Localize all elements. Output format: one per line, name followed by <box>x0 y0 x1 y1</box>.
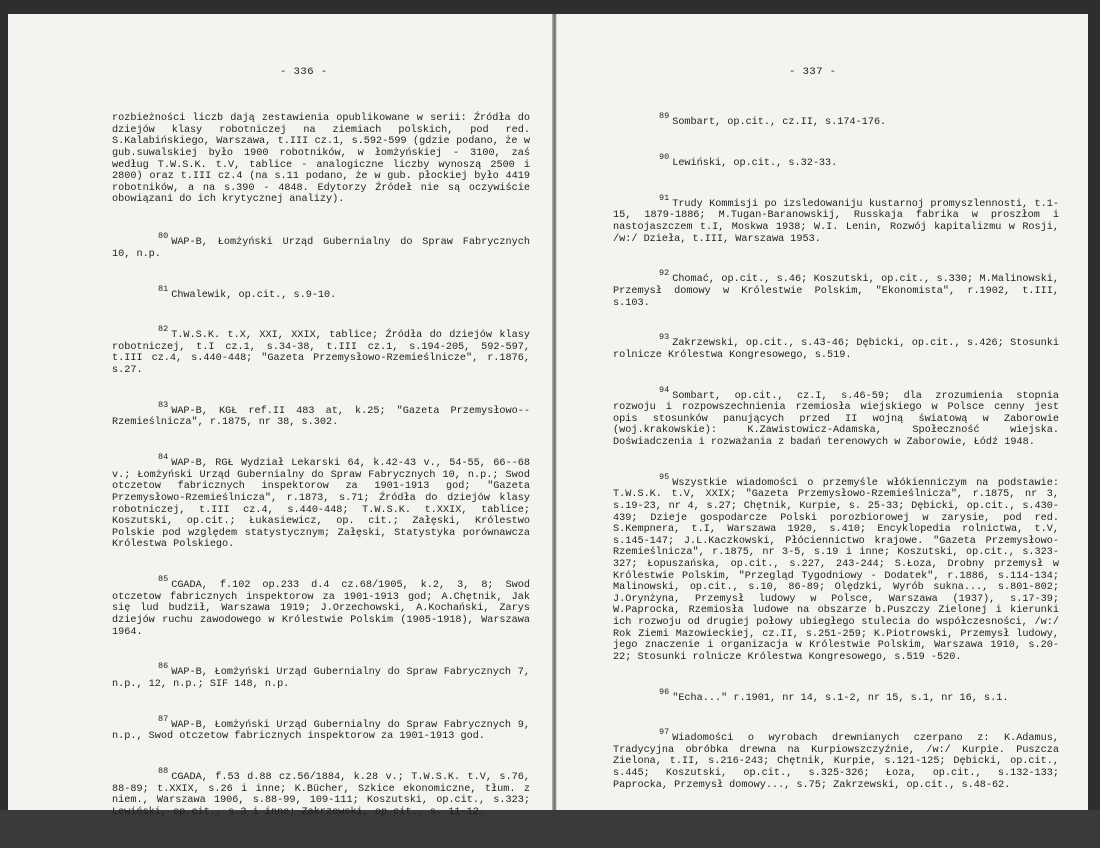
footnote <box>112 766 537 818</box>
footnote-number: 92 <box>659 268 670 279</box>
footnote-text: Trudy Kommisji po izsledowaniju kustarnoj promyszlennosti, t.1-15, 1879-1886; M.Tugan-Baranowskij, Russkaja fabrika w proszłom i nastojaszczem t.I, Moskwa 1938; W.I. Lenin, Rozwój kapitalizmu w Rosji, /w:/ Dzieła, t.III, Warszawa 1953. <box>613 198 1066 245</box>
footnote <box>613 268 1066 309</box>
footnote <box>112 231 537 260</box>
footnote-text: Chwalewik, op.cit., s.9-10. <box>171 289 337 301</box>
footnote-number: 80 <box>158 231 169 242</box>
footnote-number: 97 <box>659 727 670 738</box>
footnote-number: 85 <box>158 574 169 585</box>
footnote-number: 87 <box>158 713 169 724</box>
footnote-number: 89 <box>659 111 670 122</box>
footnote <box>613 111 1059 129</box>
footnote-text: "Echa..." r.1901, nr 14, s.1-2, nr 15, s.1, nr 16, s.1. <box>672 692 1009 704</box>
footnote-text: CGADA, f.102 op.233 d.4 cz.68/1905, k.2, 3, 8; Swod otczetow fabricznych inspektorow za 1901-1913 god; A.Chętnik, Jak się lud budził, Warszawa 1919; J.Orzechowski, A.Kochański, Zarys dziejów ruchu zawodowego w Królestwie Polskim (1905-1918), Warszawa 1964. <box>112 580 537 638</box>
footnote-number: 86 <box>158 661 169 672</box>
footnote-text: CGADA, f.53 d.88 cz.56/1884, k.28 v.; T.W.S.K. t.V, s.76, 88-89; t.XXIX, s.26 i inne; K.Bücher, Szkice ekonomiczne, tłum. z niem., Warszawa 1906, s.88-99, 109-111; Koszutski, op.cit., s.323; Lewiński, op.cit., s.3 i inne; Zakrzewski, op.cit., s. 11-12. <box>112 772 537 818</box>
footnote <box>112 574 537 638</box>
footnote <box>112 324 537 377</box>
left-page-text <box>112 90 537 848</box>
intro-paragraph: rozbieżności liczb dają zestawienia opublikowane w serii: Źródła do dziejów klasy robotniczej na ziemiach polskich, pod red. S.Kalabińskiego, Warszawa, t.III cz.1, s.592-599 (gdzie podano, że w gub.suwalskiej było 1900 robotników, w łomżyńskiej - 3100, zaś według T.W.S.K. t.V, tablice - analogiczne liczby wynoszą 2500 i 2800) oraz t.III cz.4 (na s.11 podano, że w gub. płockiej było 4419 robotników, a na s.390 - 4848. Edytorzy Źródeł nie są oczywiście obowiązani do ich krytycznej analizy). <box>112 113 537 206</box>
footnote-text: Lewiński, op.cit., s.32-33. <box>672 157 838 169</box>
footnote-number: 93 <box>659 332 670 343</box>
footnote-number: 83 <box>158 399 169 410</box>
footnote <box>613 192 1066 245</box>
footnote <box>112 452 537 551</box>
footnote-text: WAP-B, RGŁ Wydział Lekarski 64, k.42-43 v., 54-55, 66--68 v.; Łomżyński Urząd Gubernialny do Spraw Fabrycznych 10, n.p.; Swod otczetow fabricznych inspektorow za 1901-1913 god; "Gazeta Przemysłowo-Rzemieślnicza", r.1873, s.71; Źródła do dziejów klasy robotniczej, t.III cz.4, s.440-448; T.W.S.K. t.XXIX, tablice; Koszutski, op.cit.; Łukasiewicz, op. cit.; Załęski, Królestwo Polskie pod względem statystycznym; Załęski, Statystyka porównawcza Królestwa Polskiego. <box>112 458 537 551</box>
footnote-text: Wszystkie wiadomości o przemyśle włókienniczym na podstawie: T.W.S.K. t.V, XXIX; "Gazeta Przemysłowo-Rzemieślnicza", r.1875, nr 3, s.19-23, nr 4, s.27; Chętnik, Kurpie, s. 25-33; Dębicki, op.cit., s.430-439; Dzieje gospodarcze Polski porozbiorowej w zarysie, pod red. S.Kempnera, t.I, Warszawa 1920, s.410; Encyklopedia rolnictwa, t.V, s.145-147; J.L.Kaczkowski, Płóciennictwo krajowe. "Gazeta Przemysłowo-Rzemieślnicza", r.1875, nr 3-5, s.19 i inne; Koszutski, op.cit., s.323-327; Łopuszańska, op.cit., s.227, 243-244; S.Łoza, Drobny przemysł w Królestwie Polskim, "Przegląd Tygodniowy - Dodatek", r.1886, s.114-134; Malinowski, op.cit., s.10, 86-89; Olędzki, Wyrób sukna..., s.801-802; J.Orynżyna, Przemysł ludowy w Polsce, Warszawa (1937), s.17-39; W.Paprocka, Rzemiosła ludowe na obszarze b.Puszczy Zielonej i kierunki ich rozwoju od drugiej połowy ubiegłego stulecia do współczesności, /w:/ Rok Ziemi Mazowieckiej, cz.II, s.251-259; K.Piotrowski, Przemysł ludowy, jego znaczenie i organizacja w Królestwie Polskim, Warszawa 1910, s.20-22; Stosunki rolnicze Królestwa Kongresowego, s.519 -520. <box>613 477 1066 663</box>
footnote <box>112 283 530 302</box>
footnote-number: 82 <box>158 324 169 335</box>
footnote <box>613 384 1066 449</box>
footnote-number: 81 <box>158 283 169 294</box>
footnote <box>613 471 1066 664</box>
right-page-text <box>613 94 1066 820</box>
footnote-number: 96 <box>659 686 670 697</box>
footnote <box>613 686 1059 705</box>
page-number: - 336 - <box>280 66 328 78</box>
footnote-text: Zakrzewski, op.cit., s.43-46; Dębicki, op.cit., s.426; Stosunki rolnicze Królestwa Kongresowego, s.519. <box>613 338 1066 361</box>
footnote <box>112 713 537 743</box>
footnote-text: Sombart, op.cit., cz.I, s.46-59; dla zrozumienia stopnia rozwoju i rozpowszechnienia rzemiosła wiejskiego w Polsce cenny jest opis stosunków panujących przed II wojną światową w Zaborowie (woj.krakowskie): K.Zawistowicz-Adamska, Społeczność wiejska. Doświadczenia i rozważania z badań terenowych w Zaborowie, Łódź 1948. <box>613 390 1066 449</box>
footnote <box>112 399 530 429</box>
footnote-number: 91 <box>659 192 670 203</box>
footnote-number: 88 <box>158 766 169 777</box>
footnote-text: WAP-B, Łomżyński Urząd Gubernialny do Spraw Fabrycznych 10, n.p. <box>112 237 537 260</box>
footnote <box>613 727 1066 791</box>
footnote-text: Sombart, op.cit., cz.II, s.174-176. <box>672 117 887 129</box>
footnote-text: Wiadomości o wyrobach drewnianych czerpano z: K.Adamus, Tradycyjna obróbka drewna na Kurpiowszczyźnie, /w:/ Kurpie. Puszcza Zielona, t.II, s.216-243; Chętnik, Kurpie, s.121-125; Dębicki, op.cit., s.445; Koszutski, op.cit., s.325-326; Łoza, op.cit., s.132-133; Paprocka, Przemysł domowy..., s.75; Zakrzewski, op.cit., s.48-62. <box>613 733 1066 791</box>
footnote-number: 84 <box>158 452 169 463</box>
footnote-text: WAP-B, Łomżyński Urząd Gubernialny do Spraw Fabrycznych 9, n.p., Swod otczetow fabricznych inspektorow za 1901-1913 god. <box>112 719 537 743</box>
footnote-text: WAP-B, KGŁ ref.II 483 at, k.25; "Gazeta Przemysłowo--Rzemieślnicza", r.1875, nr 38, s.302. <box>112 405 530 429</box>
footnote-text: WAP-B, Łomżyński Urząd Gubernialny do Spraw Fabrycznych 7, n.p., 12, n.p.; SIF 148, n.p. <box>112 667 537 690</box>
footnote-number: 90 <box>659 151 670 162</box>
footnote-text: Chomać, op.cit., s.46; Koszutski, op.cit., s.330; M.Malinowski, Przemysł domowy w Królestwie Polskim, "Ekonomista", r.1902, t.III, s.103. <box>613 274 1066 309</box>
footnote-number: 95 <box>659 471 670 482</box>
footnote <box>112 661 537 690</box>
footnote-number: 94 <box>659 384 670 395</box>
footnote-text: T.W.S.K. t.X, XXI, XXIX, tablice; Źródła do dziejów klasy robotniczej, t.I cz.1, s.34-38, t.III cz.1, s.194-205, 592-597, t.III cz.4, s.440-448; "Gazeta Przemysłowo-Rzemieślnicze", r.1876, s.27. <box>112 330 537 377</box>
left-page <box>8 14 553 818</box>
footnote <box>613 332 1066 361</box>
right-page <box>556 14 1088 810</box>
page-number: - 337 - <box>789 66 837 78</box>
footnote <box>613 151 1059 170</box>
